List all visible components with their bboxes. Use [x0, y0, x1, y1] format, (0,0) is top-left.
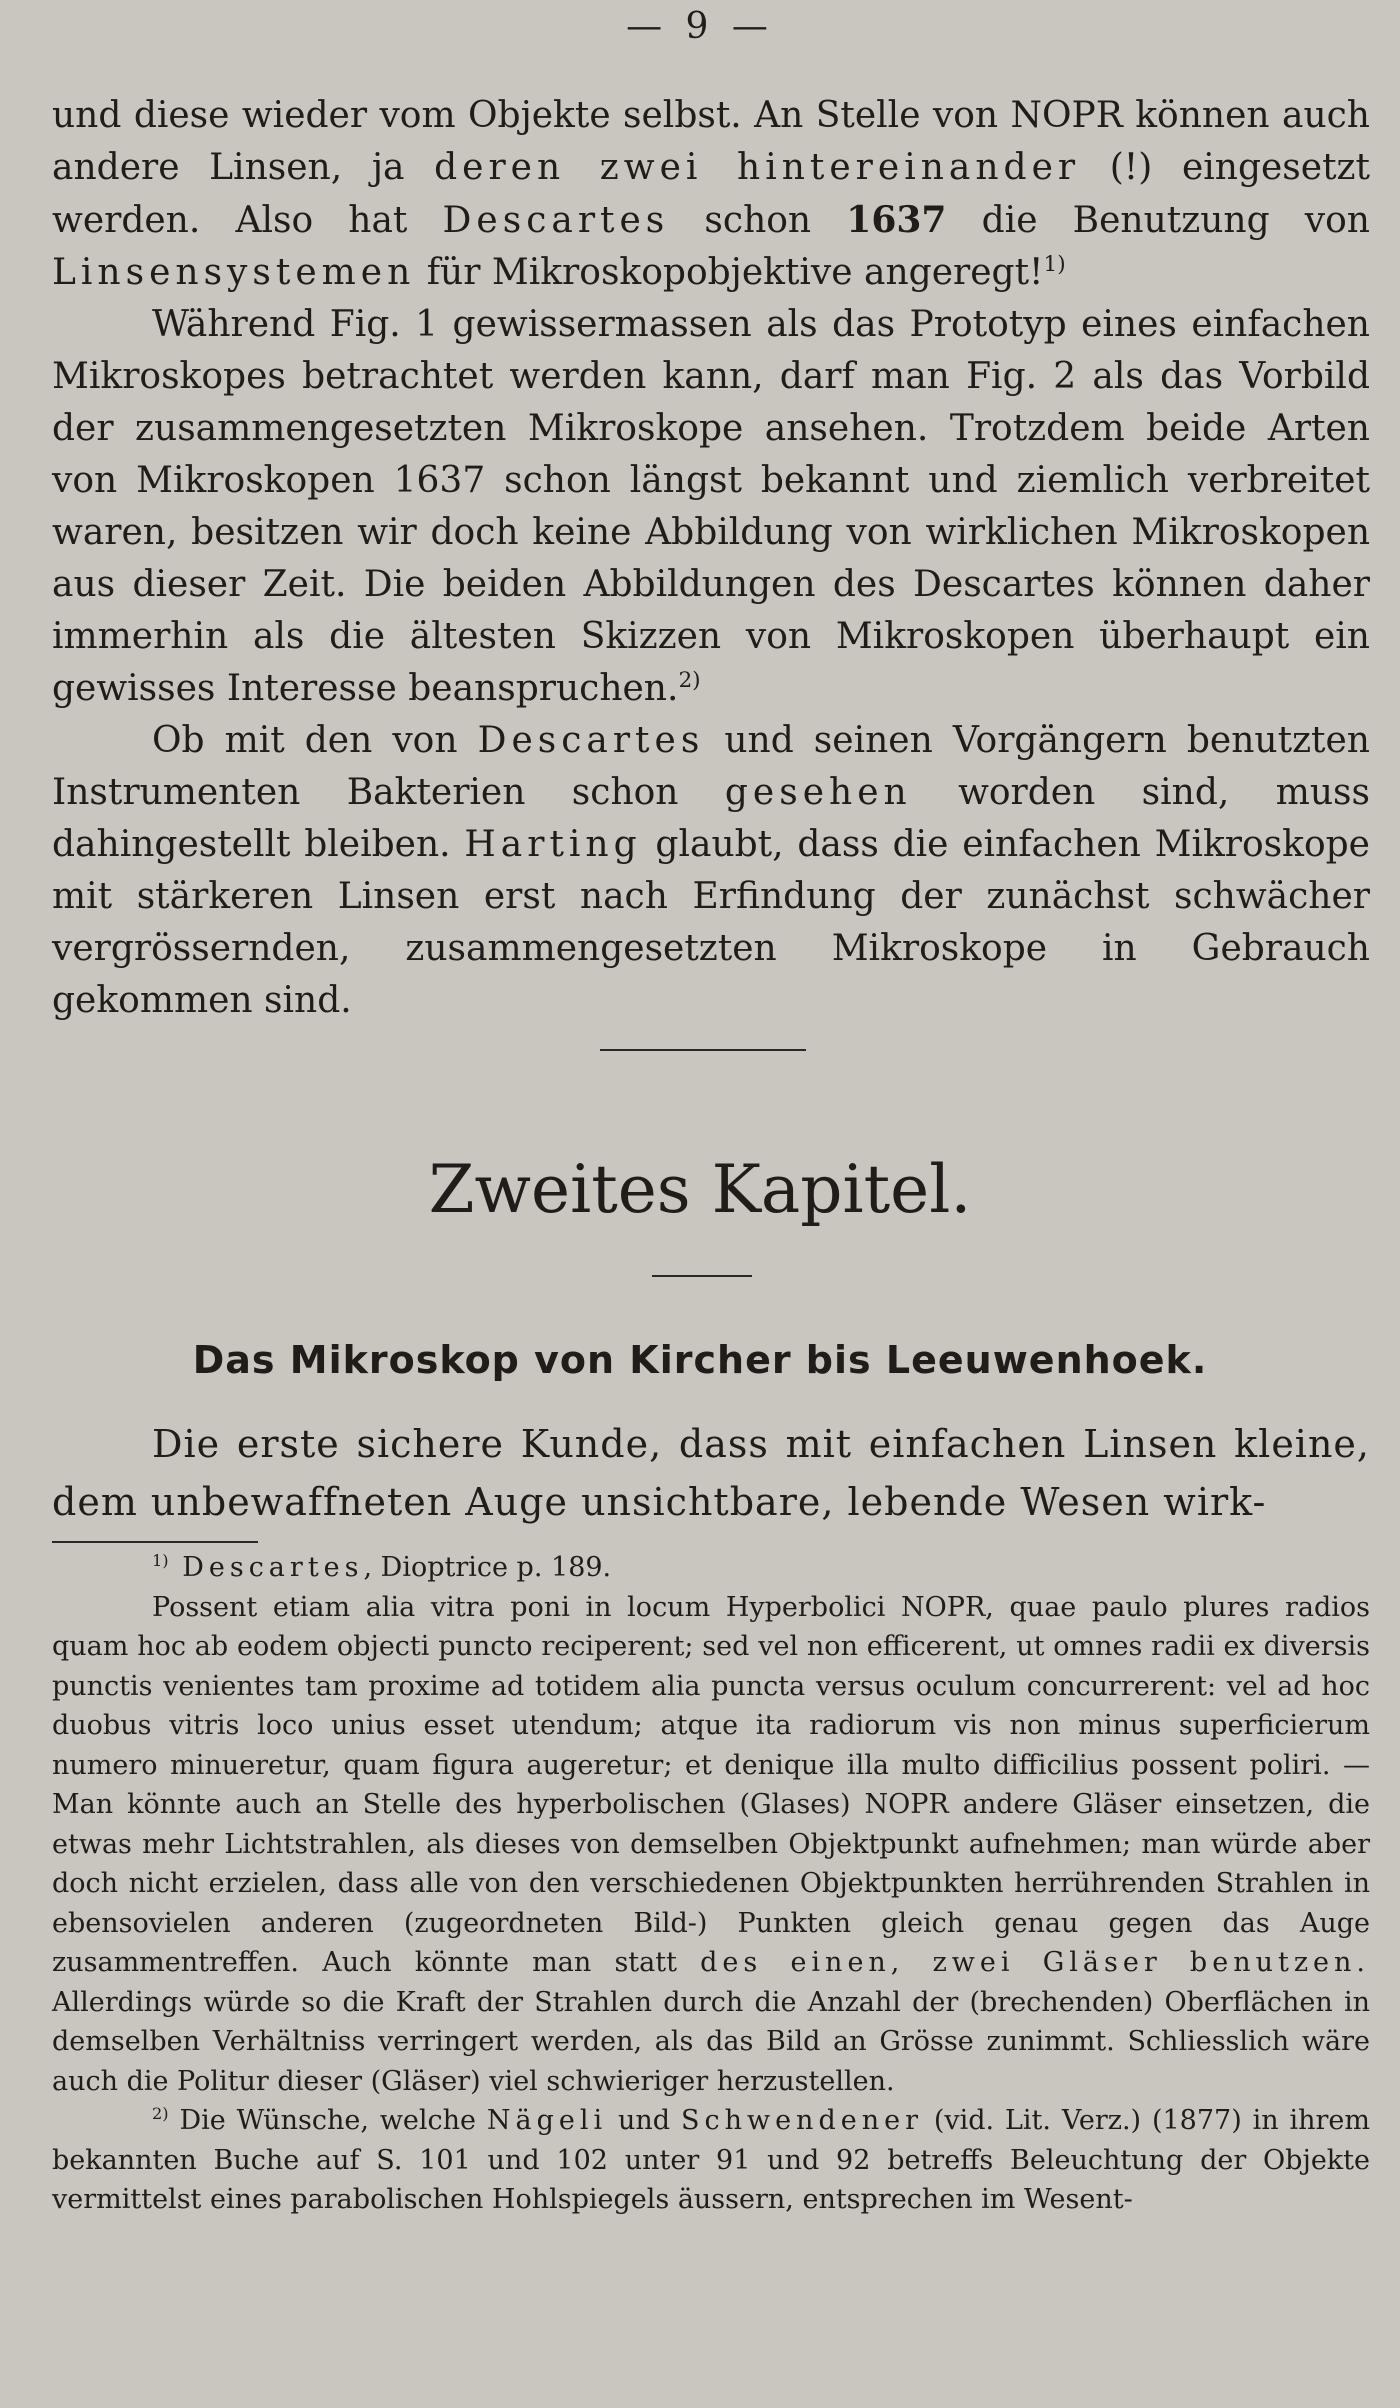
intro-text — [52, 1415, 1370, 1531]
footnote-2 — [52, 2101, 1370, 2220]
author-name: Nägeli — [486, 2105, 608, 2136]
text-run: glaubt, dass die einfachen Mikroskope mit stärkeren Linsen erst nach Erfindung der zunächst schwächer vergrössernden, zusammengesetzten Mikroskope in Gebrauch gekommen sind. — [52, 824, 1370, 1021]
paragraph — [52, 90, 1370, 299]
main-text — [52, 90, 1370, 1027]
text-run: Während Fig. 1 gewissermassen als das Prototyp eines einfachen Mikroskopes betrachtet werden kann, darf man Fig. 2 als das Vorbild der zusammengesetzten Mikroskope ansehen. Trotzdem beide Arten von Mikroskopen 1637 schon längst bekannt und ziemlich verbreitet waren, besitzen wir doch keine Abbildung von wirklichen Mikroskopen aus dieser Zeit. Die beiden Abbildungen des Descartes können daher immerhin als die ältesten Skizzen von Mikroskopen überhaupt ein gewisses Interesse beanspruchen. — [52, 304, 1370, 709]
author-name: Descartes — [477, 720, 705, 761]
text-run: (vid. Lit. Verz.) (1877) in ihrem bekannten Buche auf S. 101 und 102 unter 91 und 92 betreffs Beleuchtung der Objekte vermittelst eines parabolischen Hohlspiegels äussern, entsprechen im Wesent- — [52, 2105, 1370, 2215]
text-run: die Benutzung von — [946, 200, 1370, 241]
text-run: Ob mit den von — [152, 720, 478, 761]
footnote-marker: 1) — [152, 1551, 169, 1570]
footnote-ref: 1) — [1043, 252, 1066, 277]
text-run: , Dioptrice p. 189. — [363, 1552, 612, 1583]
text-run: worden sind, muss dahingestellt bleiben. — [52, 772, 1370, 865]
text-run: Die Wünsche, welche — [168, 2105, 487, 2136]
text-run: und seinen Vorgängern benutzten Instrumenten Bakterien schon — [52, 720, 1370, 813]
text-run: (!) eingesetzt werden. Also hat — [52, 147, 1370, 241]
emphasis-text: deren zwei hintereinander — [434, 147, 1081, 188]
section-title: Das Mikroskop von Kircher bis Leeuwenhoek. — [192, 1338, 1208, 1382]
footnotes — [52, 1548, 1370, 2220]
text-run: für Mikroskopobjektive angeregt! — [415, 252, 1044, 293]
footnote-marker: 2) — [152, 2104, 169, 2123]
emphasis-text: Linsensystemen — [52, 252, 416, 293]
emphasis-text: gesehen — [724, 772, 912, 813]
chapter-divider — [652, 1275, 752, 1277]
footnote-1-body — [52, 1588, 1370, 2102]
paragraph — [52, 715, 1370, 1027]
text-run: und — [607, 2105, 681, 2136]
section-divider — [600, 1049, 806, 1051]
text-run: schon — [669, 200, 847, 241]
text-run: Allerdings würde so die Kraft der Strahlen durch die Anzahl der (brechenden) Oberflächen in demselben Verhältniss verringert werden, als das Bild an Grösse zunimmt. Schliesslich wäre auch die Politur dieser (Gläser) viel schwieriger herzustellen. — [52, 1986, 1370, 2097]
footnote-ref: 2) — [678, 668, 701, 693]
paragraph: Die erste sichere Kunde, dass mit einfachen Linsen kleine, dem unbewaffneten Auge unsichtbare, lebende Wesen wirk- — [52, 1422, 1370, 1524]
footnote-divider — [52, 1541, 258, 1543]
chapter-title: Zweites Kapitel. — [428, 1151, 972, 1228]
author-name: Harting — [464, 824, 642, 865]
author-name: Schwendener — [680, 2105, 923, 2136]
paragraph — [52, 299, 1370, 715]
text-run: und diese wieder vom Objekte selbst. An Stelle von NOPR können auch andere Linsen, ja — [52, 95, 1370, 188]
text-run: Possent etiam alia vitra poni in locum Hyperbolici NOPR, quae paulo plures radios quam hoc ab eodem objecti puncto reciperent; sed vel non efficerent, ut omnes radii ex diversis punctis venientes tam proxime ad totidem alia puncta versus oculum concurrerent: vel ad hoc duobus vitris loco unius esset utendum; atque ita radiorum vis non minus superficierum numero minueretur, quam figura augeretur; et denique illa multo difficilius possent poliri. — Man könnte auch an Stelle des hyperbolischen (Glases) NOPR andere Gläser einsetzen, die etwas mehr Lichtstrahlen, als dieses von demselben Objektpunkt aufnehmen; man würde aber doch nicht erzielen, dass alle von den verschiedenen Objektpunkten herrührenden Strahlen in ebensovielen anderen (zugeordneten Bild-) Punkten gleich genau gegen das Auge zusammentreffen. Auch könnte man statt — [52, 1591, 1370, 1978]
page-number: — 9 — — [626, 6, 774, 47]
year-bold: 1637 — [846, 199, 947, 241]
emphasis-text: des einen, zwei Gläser benutzen. — [700, 1947, 1370, 1978]
author-name: Descartes — [442, 200, 670, 241]
footnote-1 — [52, 1548, 1370, 1588]
author-name: Descartes — [168, 1552, 364, 1583]
